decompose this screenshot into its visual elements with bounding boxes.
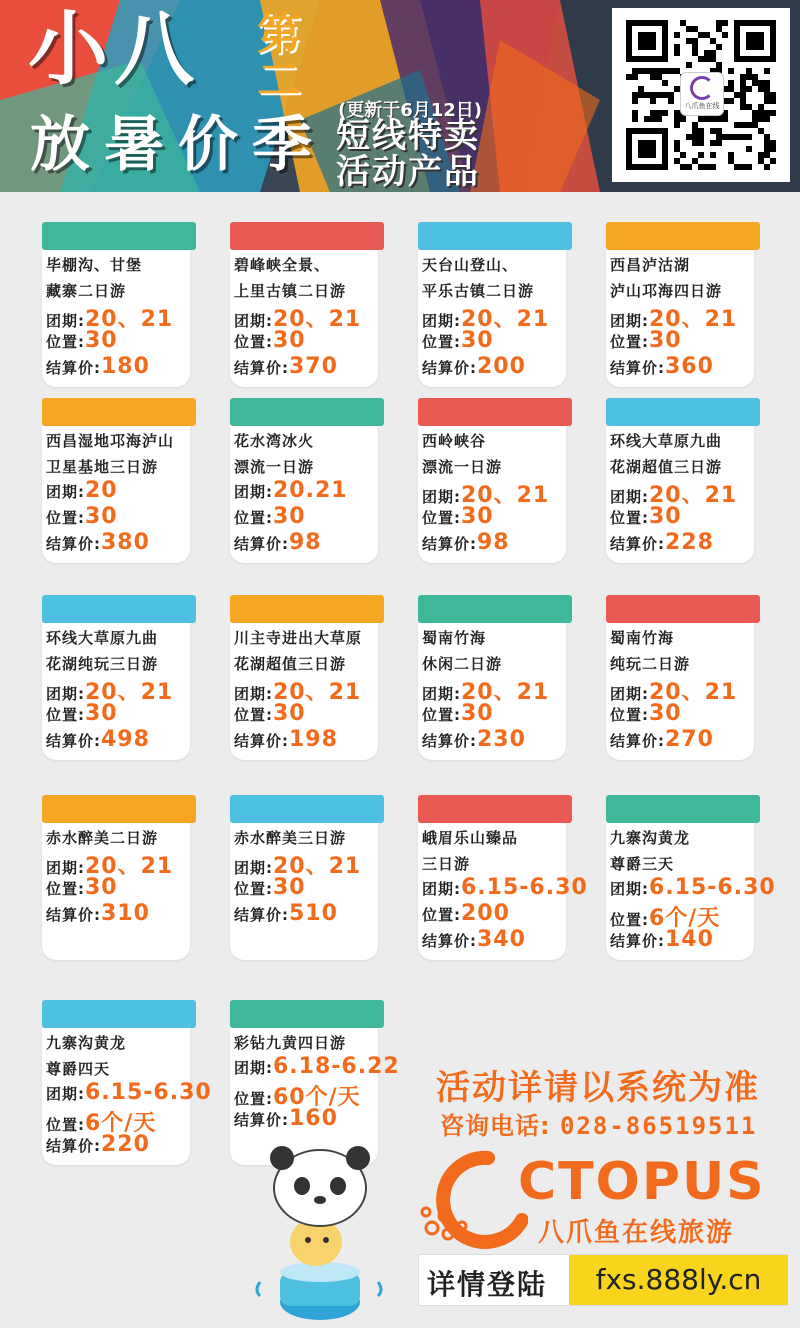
card-dates-line [234, 1054, 400, 1079]
card-seats-label: 位置: [46, 509, 85, 527]
card-seats-value: 30 [273, 328, 306, 353]
card-dates-label: 团期: [46, 859, 85, 877]
card-dates-label: 团期: [610, 685, 649, 703]
card-dates-line [46, 478, 118, 503]
card-title-line: 卫星基地三日游 [46, 458, 159, 476]
product-card[interactable] [418, 222, 566, 387]
product-card[interactable] [42, 398, 190, 563]
product-card[interactable] [606, 595, 754, 760]
card-seats-label: 位置: [610, 911, 649, 929]
card-seats-value: 30 [461, 701, 494, 726]
card-price-label: 结算价: [422, 359, 477, 377]
card-color-tab [42, 595, 196, 623]
card-color-tab [230, 595, 384, 623]
logo-text: CTOPUS [518, 1152, 766, 1212]
card-dates-value: 20、21 [273, 307, 362, 332]
card-title-line: 赤水醉美三日游 [234, 829, 347, 847]
card-color-tab [42, 222, 196, 250]
card-price-value: 230 [477, 727, 526, 752]
card-seats-label: 位置: [234, 706, 273, 724]
card-seats-value: 6个/天 [649, 906, 721, 931]
card-price-line [234, 354, 338, 379]
card-seats-label: 位置: [234, 880, 273, 898]
card-title-line: 毕棚沟、甘堡 [46, 256, 143, 274]
product-card[interactable] [418, 398, 566, 563]
card-seats-line [610, 504, 682, 529]
card-title-line: 漂流一日游 [422, 458, 503, 476]
card-price-label: 结算价: [610, 535, 665, 553]
card-price-label: 结算价: [610, 359, 665, 377]
card-title-line: 平乐古镇二日游 [422, 282, 535, 300]
card-color-tab [606, 795, 760, 823]
card-title-line: 川主寺进出大草原 [234, 629, 363, 647]
card-price-label: 结算价: [422, 932, 477, 950]
title-xiaoba: 小八 [28, 3, 200, 96]
card-price-value: 360 [665, 354, 714, 379]
card-dates-label: 团期: [610, 312, 649, 330]
card-price-label: 结算价: [46, 906, 101, 924]
card-price-line [610, 354, 714, 379]
card-dates-value: 20、21 [649, 483, 738, 508]
card-price-label: 结算价: [234, 906, 289, 924]
card-title-line: 花水湾冰火 [234, 432, 315, 450]
card-seats-label: 位置: [422, 333, 461, 351]
card-color-tab [42, 1000, 196, 1028]
card-seats-label: 位置: [46, 880, 85, 898]
card-price-label: 结算价: [234, 359, 289, 377]
card-color-tab [418, 222, 572, 250]
card-seats-line [234, 328, 306, 353]
card-seats-line [610, 701, 682, 726]
card-price-value: 310 [101, 901, 150, 926]
card-price-line [422, 927, 526, 952]
card-price-value: 98 [477, 530, 510, 555]
card-price-line [610, 530, 714, 555]
card-seats-value: 30 [85, 328, 118, 353]
card-color-tab [42, 795, 196, 823]
card-price-value: 180 [101, 354, 150, 379]
card-seats-label: 位置: [610, 706, 649, 724]
card-seats-value: 30 [649, 328, 682, 353]
card-dates-label: 团期: [46, 483, 85, 501]
card-dates-label: 团期: [610, 880, 649, 898]
card-seats-value: 200 [461, 901, 510, 926]
title-di-er: 第 二 [257, 9, 301, 106]
card-price-line [422, 727, 526, 752]
card-seats-line [46, 328, 118, 353]
card-price-label: 结算价: [422, 535, 477, 553]
card-color-tab [42, 398, 196, 426]
card-price-label: 结算价: [46, 535, 101, 553]
card-price-value: 340 [477, 927, 526, 952]
card-title-line: 三日游 [422, 855, 471, 873]
card-dates-value: 6.15-6.30 [85, 1080, 212, 1105]
card-dates-value: 20、21 [273, 680, 362, 705]
card-price-value: 380 [101, 530, 150, 555]
card-color-tab [230, 795, 384, 823]
card-color-tab [606, 595, 760, 623]
phone-number[interactable]: 028-86519511 [559, 1112, 758, 1140]
card-title-line: 九寨沟黄龙 [610, 829, 691, 847]
card-seats-label: 位置: [610, 509, 649, 527]
card-seats-value: 30 [649, 504, 682, 529]
card-dates-value: 20、21 [461, 483, 550, 508]
card-seats-line [46, 701, 118, 726]
card-seats-label: 位置: [46, 1116, 85, 1134]
card-dates-label: 团期: [422, 312, 461, 330]
card-dates-value: 20、21 [85, 854, 174, 879]
card-price-line [234, 530, 322, 555]
logo-subtitle: 八爪鱼在线旅游 [538, 1218, 735, 1248]
card-price-line [610, 927, 714, 952]
card-price-value: 140 [665, 927, 714, 952]
card-dates-label: 团期: [422, 488, 461, 506]
card-title-line: 花湖纯玩三日游 [46, 655, 159, 673]
card-dates-line [422, 875, 588, 900]
card-color-tab [606, 398, 760, 426]
card-title-line: 环线大草原九曲 [610, 432, 723, 450]
card-seats-value: 60个/天 [273, 1085, 361, 1110]
title-summer-sale: 放暑价季 [30, 110, 326, 180]
card-title-line: 碧峰峡全景、 [234, 256, 331, 274]
card-seats-line [234, 701, 306, 726]
card-dates-value: 6.15-6.30 [649, 875, 776, 900]
card-title-line: 九寨沟黄龙 [46, 1034, 127, 1052]
card-seats-value: 30 [273, 875, 306, 900]
product-card[interactable] [42, 222, 190, 387]
card-title-line: 藏寨二日游 [46, 282, 127, 300]
card-title-line: 峨眉乐山臻品 [422, 829, 519, 847]
consult-line [440, 1106, 757, 1141]
card-title-line: 蜀南竹海 [610, 629, 675, 647]
card-dates-label: 团期: [234, 312, 273, 330]
card-price-label: 结算价: [234, 535, 289, 553]
card-price-value: 220 [101, 1132, 150, 1157]
card-seats-value: 30 [273, 504, 306, 529]
card-color-tab [230, 222, 384, 250]
card-dates-value: 20、21 [461, 680, 550, 705]
product-card[interactable] [42, 795, 190, 960]
card-seats-value: 30 [273, 701, 306, 726]
card-title-line: 赤水醉美二日游 [46, 829, 159, 847]
qr-logo [680, 72, 724, 116]
card-seats-value: 6个/天 [85, 1111, 157, 1136]
product-card[interactable] [230, 398, 378, 563]
card-dates-line [610, 875, 776, 900]
card-dates-label: 团期: [234, 1059, 273, 1077]
card-seats-value: 30 [461, 504, 494, 529]
card-price-label: 结算价: [46, 359, 101, 377]
product-card[interactable] [230, 1000, 400, 1165]
card-seats-label: 位置: [422, 906, 461, 924]
card-seats-label: 位置: [422, 706, 461, 724]
qr-code [612, 8, 790, 182]
card-seats-label: 位置: [610, 333, 649, 351]
card-title-line: 蜀南竹海 [422, 629, 487, 647]
card-dates-label: 团期: [422, 880, 461, 898]
card-dates-label: 团期: [234, 483, 273, 501]
update-note: (更新于6月12日) [338, 100, 483, 121]
card-price-line [422, 530, 510, 555]
card-seats-label: 位置: [234, 1090, 273, 1108]
card-seats-value: 30 [649, 701, 682, 726]
card-dates-value: 20、21 [649, 307, 738, 332]
card-title-line: 天台山登山、 [422, 256, 519, 274]
card-dates-value: 20、21 [273, 854, 362, 879]
card-seats-line [422, 328, 494, 353]
card-title-line: 纯玩二日游 [610, 655, 691, 673]
card-price-line [422, 354, 526, 379]
card-dates-value: 20、21 [85, 307, 174, 332]
card-price-value: 270 [665, 727, 714, 752]
card-price-label: 结算价: [610, 732, 665, 750]
card-dates-label: 团期: [422, 685, 461, 703]
card-title-line: 花湖超值三日游 [610, 458, 723, 476]
octopus-ring-icon [418, 1150, 528, 1250]
card-color-tab [418, 595, 572, 623]
card-price-value: 228 [665, 530, 714, 555]
card-dates-value: 6.18-6.22 [273, 1054, 400, 1079]
qr-logo-text: 八爪鱼在线 [684, 102, 720, 110]
card-price-line [234, 1106, 338, 1131]
card-dates-value: 20、21 [461, 307, 550, 332]
card-price-line [46, 354, 150, 379]
product-card[interactable] [418, 595, 566, 760]
card-color-tab [418, 795, 572, 823]
card-price-value: 198 [289, 727, 338, 752]
octopus-logo-icon [690, 76, 714, 100]
card-dates-value: 20、21 [85, 680, 174, 705]
card-seats-value: 30 [85, 701, 118, 726]
site-link[interactable]: fxs.888ly.cn [569, 1255, 788, 1305]
card-seats-label: 位置: [234, 333, 273, 351]
card-dates-value: 20.21 [273, 478, 348, 503]
card-title-line: 西昌湿地邛海泸山 [46, 432, 175, 450]
card-price-line [610, 727, 714, 752]
short-line-2: 活动产品 [336, 152, 480, 192]
card-dates-value: 6.15-6.30 [461, 875, 588, 900]
card-color-tab [230, 1000, 384, 1028]
card-price-label: 结算价: [46, 732, 101, 750]
card-dates-label: 团期: [234, 685, 273, 703]
consult-label: 咨询电话: [440, 1112, 551, 1140]
product-card[interactable] [42, 1000, 212, 1165]
card-color-tab [230, 398, 384, 426]
card-color-tab [418, 398, 572, 426]
card-title-line: 尊爵四天 [46, 1060, 111, 1078]
card-price-line [46, 1132, 150, 1157]
header-banner [0, 0, 800, 192]
panda-mascot-icon [250, 1142, 390, 1322]
short-line-title [336, 118, 480, 190]
card-title-line: 西岭峡谷 [422, 432, 487, 450]
octopus-logo [418, 1150, 788, 1250]
detail-label: 详情登陆 [427, 1268, 548, 1301]
card-price-label: 结算价: [422, 732, 477, 750]
card-title-line: 花湖超值三日游 [234, 655, 347, 673]
card-title-line: 休闲二日游 [422, 655, 503, 673]
detail-bar [418, 1254, 788, 1306]
product-card[interactable] [606, 222, 754, 387]
card-price-value: 160 [289, 1106, 338, 1131]
card-dates-label: 团期: [46, 312, 85, 330]
card-seats-value: 30 [85, 875, 118, 900]
card-seats-line [46, 875, 118, 900]
product-card[interactable] [606, 795, 776, 960]
card-dates-line [234, 478, 348, 503]
card-price-value: 510 [289, 901, 338, 926]
card-price-line [234, 727, 338, 752]
card-seats-label: 位置: [234, 509, 273, 527]
card-title-line: 彩钻九黄四日游 [234, 1034, 347, 1052]
card-seats-value: 30 [85, 504, 118, 529]
card-color-tab [606, 222, 760, 250]
card-price-line [46, 530, 150, 555]
card-price-line [46, 901, 150, 926]
product-card[interactable] [418, 795, 588, 960]
card-seats-label: 位置: [422, 509, 461, 527]
card-seats-line [422, 504, 494, 529]
card-seats-line [610, 328, 682, 353]
card-price-label: 结算价: [234, 732, 289, 750]
card-title-line: 漂流一日游 [234, 458, 315, 476]
card-price-value: 200 [477, 354, 526, 379]
card-title-line: 西昌泸沽湖 [610, 256, 691, 274]
notice-text: 活动详请以系统为准 [436, 1068, 760, 1108]
product-card[interactable] [230, 795, 378, 960]
card-seats-line [234, 504, 306, 529]
card-dates-label: 团期: [610, 488, 649, 506]
card-seats-label: 位置: [46, 706, 85, 724]
card-seats-label: 位置: [46, 333, 85, 351]
card-dates-label: 团期: [234, 859, 273, 877]
product-card[interactable] [42, 595, 190, 760]
product-card[interactable] [606, 398, 754, 563]
card-price-line [234, 901, 338, 926]
card-price-value: 98 [289, 530, 322, 555]
card-price-value: 370 [289, 354, 338, 379]
card-price-label: 结算价: [46, 1137, 101, 1155]
card-dates-label: 团期: [46, 1085, 85, 1103]
card-seats-line [46, 504, 118, 529]
card-seats-line [422, 901, 510, 926]
card-price-line [46, 727, 150, 752]
card-dates-line [46, 1080, 212, 1105]
card-seats-line [234, 875, 306, 900]
card-dates-label: 团期: [46, 685, 85, 703]
card-dates-value: 20、21 [649, 680, 738, 705]
short-line-1: 短线特卖 [336, 116, 480, 156]
card-price-label: 结算价: [610, 932, 665, 950]
card-title-line: 泸山邛海四日游 [610, 282, 723, 300]
card-price-label: 结算价: [234, 1111, 289, 1129]
card-seats-value: 30 [461, 328, 494, 353]
card-dates-value: 20 [85, 478, 118, 503]
card-price-value: 498 [101, 727, 150, 752]
card-title-line: 环线大草原九曲 [46, 629, 159, 647]
card-title-line: 上里古镇二日游 [234, 282, 347, 300]
product-card[interactable] [230, 222, 378, 387]
card-seats-line [422, 701, 494, 726]
card-title-line: 尊爵三天 [610, 855, 675, 873]
product-card[interactable] [230, 595, 378, 760]
